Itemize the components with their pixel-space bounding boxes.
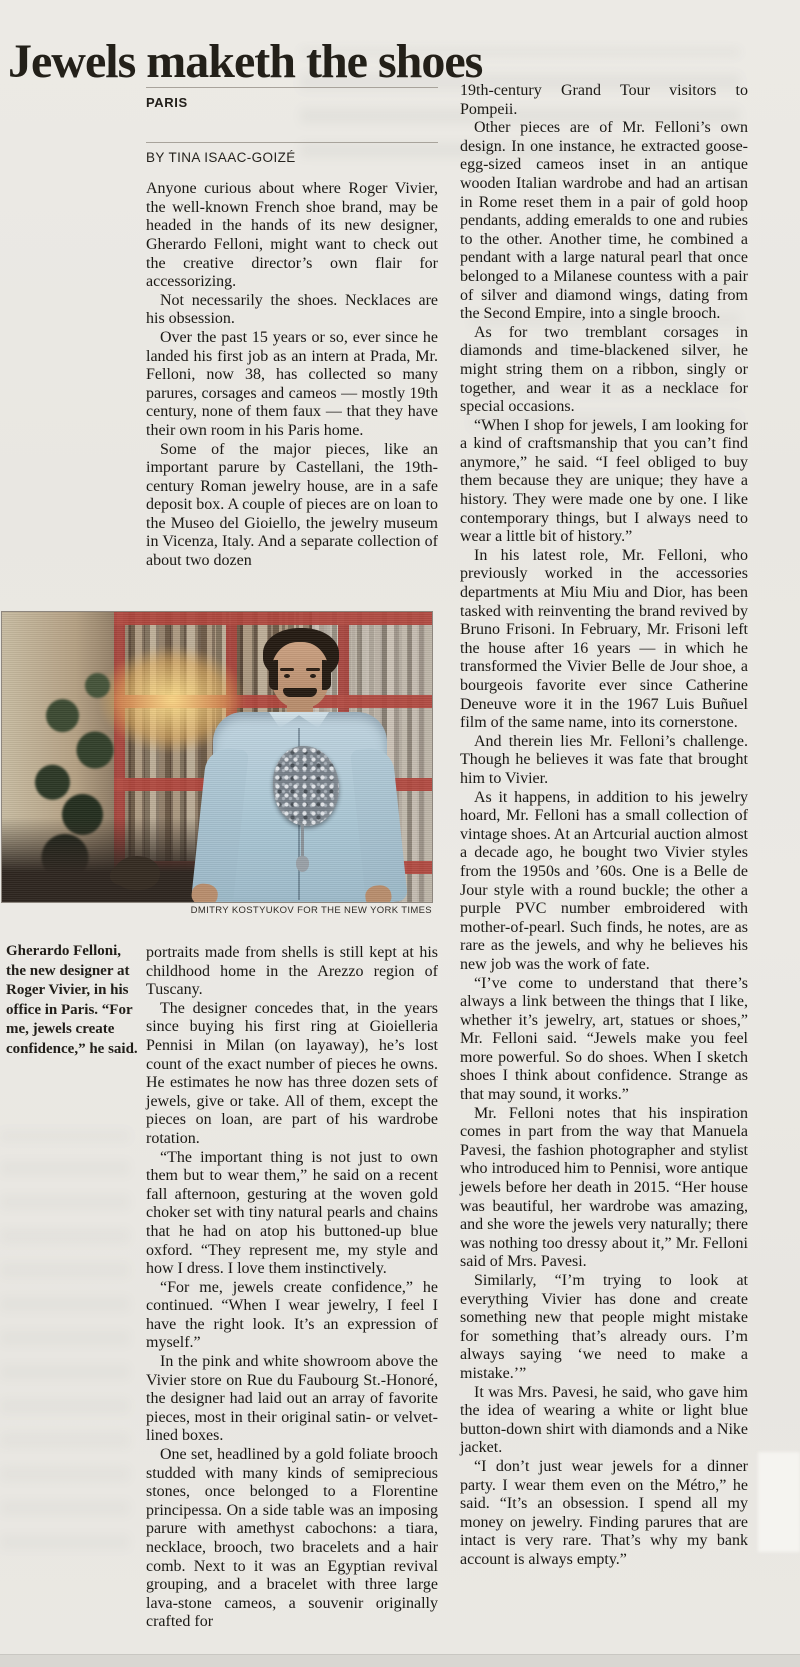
photo-man-eye	[284, 674, 290, 678]
body-paragraph: The designer concedes that, in the years since buying his first ring at Gioielleria Pennisi in Milan (on layaway), he’s lost count of the exact number of pieces he owns. He estimates he now has three dozen sets of jewels, give or take. All of them, except the pieces on loan, are part of his wardrobe rotation.	[146, 999, 438, 1147]
body-paragraph: As it happens, in addition to his jewelry hoard, Mr. Felloni has a small collection of vintage shoes. At an Artcurial auction almost a decade ago, he bought two Vivier styles from the 1950s and ’60s. One is a Belle de Jour style with a round buckle; the other a purple PVC number embroidered with mother-of-pearl. Such finds, he notes, are as rare as the jewels, and why he believes his new job was the work of fate.	[460, 788, 748, 973]
photo-man-eye	[310, 674, 316, 678]
body-paragraph: Over the past 15 years or so, ever since he landed his first job as an intern at Prada, Mr. Felloni, now 38, has collected so many parures, corsages and cameos — mostly 19th century, none of them faux — that they have their own room in his Paris home.	[146, 328, 438, 439]
photo-brooch-chain	[301, 824, 304, 858]
body-paragraph: “For me, jewels create confidence,” he continued. “When I wear jewelry, I feel I have the right look. It’s an expression of myself.”	[146, 1278, 438, 1352]
body-paragraph: “I don’t just wear jewels for a dinner party. I wear them even on the Métro,” he said. “It’s an obsession. I spend all my money on jewelry. Finding parures that are intact is very rare. That’s why my bank account is always empty.”	[460, 1457, 748, 1568]
body-paragraph: “The important thing is not just to own them but to wear them,” he said on a recent fall afternoon, gesturing at the woven gold choker set with tiny natural pearls and chains that he had on atop his buttoned-up blue oxford. “They represent me, my style and how I dress. I love them instinctively.	[146, 1148, 438, 1278]
body-paragraph: “I’ve come to understand that there’s always a link between the things that I like, whether it’s jewelry, art, statues or shoes,” Mr. Felloni said. “Jewels make you feel more powerful. So do shoes. When I sketch shoes I think about confidence. Strange as that may sound, it works.”	[460, 974, 748, 1104]
scan-white-patch	[758, 1452, 800, 1552]
body-paragraph: In his latest role, Mr. Felloni, who previously worked in the accessories departments at Miu Miu and Dior, has been tasked with reinventing the brand revived by Bruno Frisoni. In February, Mr. Frisoni left the house after 16 years — in which he transformed the Vivier Belle de Jour shoe, a bourgeois favorite ever since Catherine Deneuve wore it in the 1967 Luis Buñuel film of the same name, into its cornerstone.	[460, 546, 748, 732]
photo-man-hand	[364, 884, 392, 902]
photo-man-hair	[322, 660, 331, 690]
left-column-top	[146, 87, 438, 571]
photo-credit: DMITRY KOSTYUKOV FOR THE NEW YORK TIMES	[190, 905, 432, 916]
body-paragraph: As for two tremblant corsages in diamonds and time-blackened silver, he might string them on a ribbon, singly or together, and wear it as a necklace for special occasions.	[460, 323, 748, 416]
body-paragraph: “When I shop for jewels, I am looking for a kind of craftsmanship that you can’t find anymore,” he said. “I feel obliged to buy them because they are unique; they have a history. They were made one by one. I like contemporary things, but I always need to wear a little bit of history.”	[460, 416, 748, 546]
body-paragraph: Other pieces are of Mr. Felloni’s own design. In one instance, he extracted goose-egg-sized cameos inset in an antique wooden Italian wardrobe and had an artisan in Rome reset them in a pair of gold hoop pendants, adding emeralds to one and rubies to the other. Another time, he combined a pendant with a large natural pearl that once belonged to a Milanese countess with a pair of silver and diamond wings, dating from the Second Empire, into a single brooch.	[460, 119, 748, 323]
photo-man-face	[271, 642, 329, 708]
body-paragraph: Not necessarily the shoes. Necklaces are his obsession.	[146, 291, 438, 328]
body-paragraph: Some of the major pieces, like an important parure by Castellani, the 19th-century Roman jewelry house, are in a safe deposit box. A couple of pieces are on loan to the Museo del Gioiello, the jewelry museum in Vicenza, Italy. And a separate collection of about two dozen	[146, 440, 438, 570]
print-bleedthrough	[0, 1130, 130, 1550]
left-column-bottom	[146, 944, 438, 1632]
byline: BY TINA ISAAC-GOIZÉ	[146, 149, 296, 165]
body-paragraph: And therein lies Mr. Felloni’s challenge. Though he believes it was fate that brought him to Vivier.	[460, 732, 748, 787]
photo-man-eyebrow	[306, 668, 320, 671]
photo-man-hand	[191, 882, 219, 902]
felloni-portrait-photo	[2, 612, 432, 902]
photo-man-eyebrow	[280, 668, 294, 671]
body-paragraph: Mr. Felloni notes that his inspiration comes in part from the way that Manuela Pavesi, the fashion photographer and stylist who introduced him to Pennisi, wore antique jewels before her death in 2015. “Her house was beautiful, her wardrobe was amazing, and she wore the jewels very naturally; there was nothing too dressy about it,” Mr. Felloni said of Mrs. Pavesi.	[460, 1104, 748, 1271]
scan-edge-strip	[0, 1654, 800, 1667]
photo-teapot	[114, 856, 160, 890]
kicker-label: PARIS	[146, 95, 188, 110]
body-paragraph: portraits made from shells is still kept at his childhood home in the Arezzo region of Tuscany.	[146, 944, 438, 999]
photo-man-mustache	[283, 688, 317, 697]
body-paragraph: Anyone curious about where Roger Vivier, the well-known French shoe brand, may be headed in the hands of its new designer, Gherardo Felloni, might want to check out the creative director’s own flair for accessorizing.	[146, 180, 438, 291]
body-paragraph: In the pink and white showroom above the Vivier store on Rue du Faubourg St.-Honoré, the designer had laid out an array of favorite pieces, most in their original satin- or velvet-lined boxes.	[146, 1353, 438, 1445]
photo-man-figure	[197, 628, 402, 902]
margin-caption: Gherardo Felloni, the new designer at Roger Vivier, in his office in Paris. “For me, jewels create confidence,” he said.	[6, 943, 138, 1057]
body-paragraph: Similarly, “I’m trying to look at everything Vivier has done and create something new that people might mistake for something that’s already ours. I’m always saying ‘we need to make a mistake.’”	[460, 1272, 748, 1382]
photo-brooch-pendant	[296, 856, 309, 872]
photo-jewel-brooch	[273, 746, 339, 826]
body-paragraph: 19th-century Grand Tour visitors to Pompeii.	[460, 82, 748, 118]
right-column	[460, 82, 748, 1570]
body-paragraph: One set, headlined by a gold foliate brooch studded with many kinds of semiprecious stones, once belonged to a Florentine principessa. On a side table was an imposing parure with amethyst cabochons: a tiara, necklace, brooch, two bracelets and a hair comb. Next to it was an Egyptian revival grouping, and a bracelet with three large lava-stone cameos, a souvenir originally crafted for	[146, 1446, 438, 1631]
kicker-rule	[146, 87, 438, 88]
byline-rule	[146, 142, 438, 143]
headline: Jewels maketh the shoes	[8, 35, 483, 89]
body-paragraph: It was Mrs. Pavesi, he said, who gave him the idea of wearing a white or light blue button-down shirt with diamonds and a Nike jacket.	[460, 1383, 748, 1457]
photo-man-hair	[269, 660, 278, 690]
